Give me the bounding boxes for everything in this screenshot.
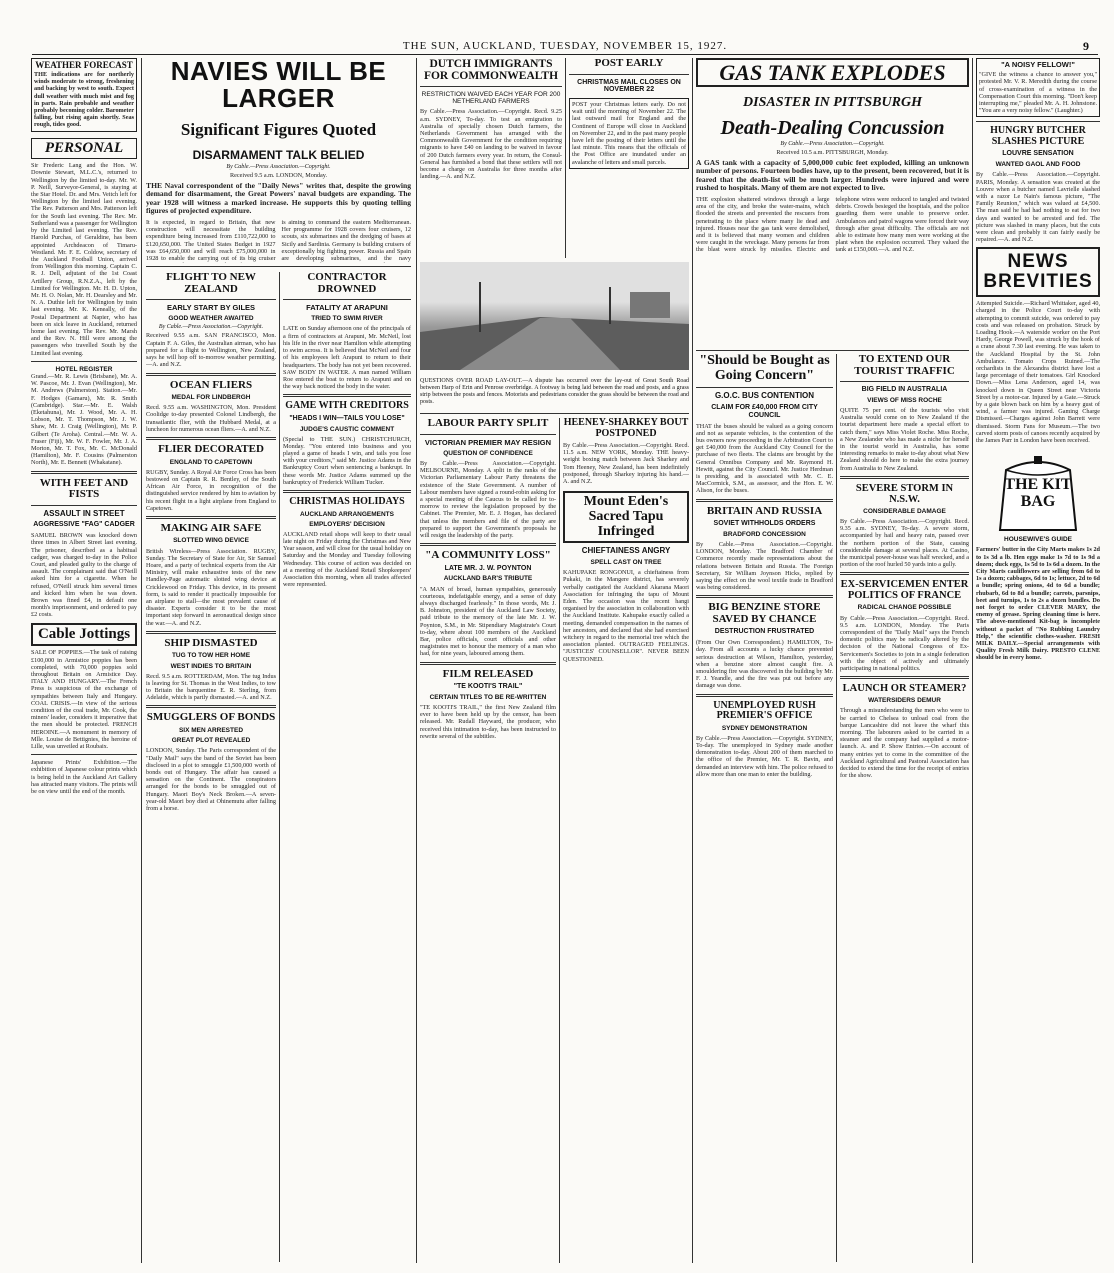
gas-title-box	[696, 58, 969, 87]
ocean-title: OCEAN FLIERS	[169, 378, 253, 391]
weather-forecast	[31, 58, 137, 132]
ship-title: SHIP DISMASTED	[164, 636, 258, 649]
page-number: 9	[1083, 39, 1090, 53]
dutch-sub: RESTRICTION WAIVED EACH YEAR FOR 200 NETHERLAND FARMERS	[421, 91, 561, 106]
eden-text: KAHUPAKE RONGONUI, a chieftainess from Pukaki, in the Mangere district, has severely verbally castigated the Auckland Akarana Maori Association for infringing the tapu of Mount Eden. The occasion was the recent hangi organised by the association in collaboration with the Auckland Institute. Kahupake exactly called a meeting, demanded compensation in the names of her ancestors, and declared that she had exercised witchery in regard to the memorial tree which the association planted. OUTRAGED FEELINGS. "JUSTICES' COUNSELLOR". NEVER BEEN QUESTIONED.	[563, 569, 689, 663]
eden-title: Mount Eden's Sacred Tapu Infringed	[583, 494, 669, 539]
flier-text: RUGBY, Sunday. A Royal Air Force Cross has been bestowed on Captain R. R. Bentley, of the South African Air Force, in recognition of the distinguished service rendered by him to aviation by his recent flight in a light airplane from England to Capetown.	[146, 468, 276, 512]
storm-title: SEVERE STORM IN N.S.W.	[855, 482, 954, 505]
creditors-sub1: "HEADS I WIN—TAILS YOU LOSE"	[289, 414, 405, 422]
film-title: FILM RELEASED	[442, 667, 534, 680]
navies-text: It is expected, in regard to Britain, that new construction will necessitate the building expenditure being increased from £110,722,000 to £120,650,000. The United States Budget in 1927 was £64,650,000 and will reach £75,000,000 in 1928 to enable the carrying out of its big cruiser is aiming to command the eastern Mediterranean. Her programme for 1928 covers four cruisers, 12 scouts, six submarines and the dredging of bases at Sicily and Sardinia. Germany is building cruisers of exceptionally big fighting power. Russia and Spain are developing submarines, and the navy	[146, 219, 411, 263]
navies-sub1: Significant Figures Quoted	[180, 119, 377, 139]
navies-title: NAVIES WILL BE LARGER	[170, 58, 387, 114]
exsoldiers-title: EX-SERVICEMEN ENTER POLITICS OF FRANCE	[840, 579, 969, 602]
fists-title: WITH FEET AND FISTS	[39, 476, 129, 501]
labour-title: LABOUR PARTY SPLIT	[427, 418, 549, 429]
ship-sub1: TUG TO TOW HER HOME	[171, 652, 251, 660]
column-2	[146, 272, 276, 1262]
navies-byline: By Cable.—Press Association.—Copyright.	[226, 164, 331, 171]
post-early-article	[569, 58, 689, 258]
gas-byline: By Cable.—Press Association.—Copyright.	[780, 141, 885, 148]
dutch-title: DUTCH IMMIGRANTS FOR COMMONWEALTH	[423, 58, 559, 83]
exsoldiers-sub: RADICAL CHANGE POSSIBLE	[857, 604, 952, 612]
post-text: POST your Christmas letters early. Do not wait until the morning of November 22. The last outward mail for England and the Continent of Europe will close in Auckland on November 22, and in the past many people have left the posting of their letters until the last minute. This means that the officials of the Post Office are inundated under an avalanche of letters and small parcels.	[572, 100, 686, 166]
fists-sub2: AGGRESSIVE "FAG" CADGER	[33, 521, 135, 529]
contractor-sub1: FATALITY AT ARAPUNI	[306, 303, 388, 313]
butcher-text: By Cable.—Press Association.—Copyright. PARIS, Monday. A sensation was created at the Louvre when a butcher named Lavrielle slashed with a razor Le Nain's famous picture, "The Family Reunion," which was valued at £4,500. The man said he had had nothing to eat for two days and wanted to be arrested and fed. The picture was slashed in many places, but the cuts were clean and probably it can fairly easily be repaired.—A. and N.Z.	[976, 171, 1100, 244]
launch-sub: WATERSIDERS DEMUR	[868, 697, 941, 705]
labour-text: By Cable.—Press Association.—Copyright. MELBOURNE, Monday. A split in the ranks of the Victorian Parliamentary Labour Party threatens the existence of the State Government. A number of Labour members have signed a round-robin asking for a special meeting of the Caucus to be called for to-morrow to review the legislation proposed by the Cabinet. The Premier, Mr. E. J. Hogan, has declared that unless the members and file of the party are prepared to support the Government's proposals he will resign the leadership of the party.	[420, 459, 556, 539]
dutch-text: By Cable.—Press Association.—Copyright. Recd. 9.25 a.m. SYDNEY, To-day. To test an emigration to Australia of specially chosen Dutch farmers, the Netherlands Government has arranged with the Commonwealth Government for the condition requiring migrants to have £40 on landing to be waived in favour of 200 Dutch farmers every year. In return, the Consul-General has furnished a bond that these settlers will not become a charge on Australia for three months after landing.—A. and N.Z.	[420, 108, 562, 181]
kitbag-text: Farmers' butter in the City Marts makes 1s 2d to 1s 3d a lb. Hen eggs make 1s 7d to 1s 9d a dozen; duck eggs, 1s 5d to 1s 6d a dozen. In the City Marts cauliflowers are selling from 6d to 1s a dozen; cabbages, 6d to 1s; lettuce, 2d to 6d a bundle; spring onions, 4d to 6d a bundle; rhubarb, 6d to 8d a bundle; carrots, parsnips, beet and turnips, 1s to 2s a dozen bundles. Do not forget to order CLEVER MARY, the enemy of grease. Spring cleaning time is here. The above-mentioned Kit-bag is incomplete without a packet of "No Rubbing Laundry Help," the scientific clothes-washer. FRESH MILK DAILY.—Special arrangements with Quality Fresh Milk Dairy. PRESTO CLENE should be in every home.	[976, 546, 1100, 662]
weather-title: WEATHER FORECAST	[35, 60, 133, 70]
benzine-text: (From Our Own Correspondent.) HAMILTON, To-day. From all accounts a lucky chance prevented serious destruction at Wilson, Hamilton, yesterday, when a benzine store almost caught fire. A smouldering fire was discovered in the building by Mr. F. J. Yeandle, and the fire was put out before any damage was done.	[696, 639, 833, 690]
christmas-title: CHRISTMAS HOLIDAYS	[289, 496, 405, 508]
smugglers-title: SMUGGLERS OF BONDS	[146, 711, 276, 724]
labour-sub1: VICTORIAN PREMIER MAY RESIGN	[424, 437, 552, 447]
creditors-text: (Special to THE SUN.) CHRISTCHURCH, Monday. "You entered into business and you played a game of heads I win, and tails you lose with your creditors," said Mr. Justice Adams in the Bankruptcy Court when sentencing a bankrupt. In these words Mr. Justice Adams summed up the bankruptcy of Frederick William Tucker.	[283, 435, 411, 486]
ship-sub2: WEST INDIES TO BRITAIN	[170, 662, 252, 670]
bought-title: "Should be Bought as Going Concern"	[699, 354, 830, 383]
column-rule	[692, 58, 693, 1263]
butcher-sub2: WANTED GAOL AND FOOD	[995, 161, 1081, 169]
rush-text: By Cable.—Press Association.—Copyright. SYDNEY, To-day. The unemployed in Sydney made another demonstration to-day. About 200 of them marched to the office of the Premier, Mr. T. R. Bavin, and demanded an interview with him. The police refused to allow more than one man to enter the building.	[696, 734, 833, 778]
hotel-text: Grand.—Mr. R. Lewis (Brisbane), Mr. A. W. Pascoe, Mr. J. Evan (Wellington), Mr. M. Andrews (Palmerston). Station.—Mr. F. Hodges (Gamaru), Mr. R. Smith (Cambridge). Star.—Mr. E. Walsh (Eketahuna), Mr. J. Wood, Mr. A. H. Lobson, Mr. T. Thompson, Mr. J. W. Shaw, Mr. J. Craig (Wellington), Mr. P. Gilbert (Te Aroha). Central.—Mr. W. A. Fraser (Fiji), Mr. W. F. Fowler, Mr. J. A. Morton, Mr. T. Fox, Mr. C. McDonald (Hamilton), Mr. F. Cousins (Palmerston North), Mr. E. Bennett (Whakatane).	[31, 372, 137, 467]
prints-text: Japanese Prints' Exhibition.—The exhibition of Japanese colour prints which is being held in the Auckland Art Gallery has attracted many visitors. The prints will be on view until the end of the month.	[31, 759, 137, 795]
launch-title: LAUNCH OR STEAMER?	[842, 683, 967, 695]
ocean-text: Recd. 9.55 a.m. WASHINGTON, Mon. President Coolidge to-day presented Colonel Lindbergh, the transatlantic flier, with the Hubbard Medal, at a luncheon for numerous ocean fliers.—A. and N.Z.	[146, 404, 276, 433]
creditors-sub2: JUDGE'S CAUSTIC COMMENT	[299, 425, 395, 433]
loss-sub2: AUCKLAND BAR'S TRIBUTE	[443, 575, 533, 583]
airsafe-text: British Wireless—Press Association. RUGBY, Sunday. The Secretary of State for Air, Sir Samuel Hoare, and a party of technical experts from the Air Ministry, will make exhaustive tests of the new Handley-Page automatic slotted wing device at Cricklewood on Friday. This device, in its present form, is said to render it practically impossible for an airplane to stall—the most prevalent cause of disaster. Experts consider it to be the most important step forward in aeronautical design since the war.—A. and N.Z.	[146, 547, 276, 627]
contractor-sub2: TRIED TO SWIM RIVER	[311, 315, 383, 323]
kitbag-sub: HOUSEWIVE'S GUIDE	[1004, 536, 1072, 544]
eden-sub1: CHIEFTAINESS ANGRY	[581, 546, 671, 556]
benzine-sub: DESTRUCTION FRUSTRATED	[714, 628, 815, 636]
cable-title: Cable Jottings	[37, 625, 131, 642]
flight-byline: By Cable.—Press Association.—Copyright.	[158, 324, 264, 331]
film-sub1: "TE KOOTI'S TRAIL"	[453, 683, 523, 691]
personal-title: PERSONAL	[44, 139, 124, 156]
gas-sub1: DISASTER IN PITTSBURGH	[743, 95, 922, 111]
airsafe-title: MAKING AIR SAFE	[160, 521, 262, 534]
loss-text: "A MAN of broad, human sympathies, generously courteous, indefatigable energy, and a sense of duty always discharged fearlessly." In those words, Mr. J. B. Johnston, president of the Auckland Law Society, paid tribute to the memory of the late Mr. J. W. Poynton, S.M., in Mr. Stipendiary Magistrate's Court to-day, where about 100 members of the Auckland Bar, police officials, court officials and other magistrates met to honour the memory of a man who had, for nine years, laboured among them.	[420, 585, 556, 658]
smugglers-sub2: GREAT PLOT REVEALED	[171, 737, 251, 745]
kitbag-logo	[996, 450, 1080, 534]
heeney-title: HEENEY-SHARKEY BOUT POSTPONED	[563, 418, 689, 439]
photo-caption: QUESTIONS OVER ROAD LAY-OUT.—A dispute has occurred over the lay-out of Great South Road between Harp of Erin and Penrose overbridge. A footway is being laid between the road and posts, and a grass strip between the posts and fences. Motorists and pedestrians consider the grass should be between the road and posts.	[420, 378, 689, 405]
storm-text: By Cable.—Press Association.—Copyright. Recd. 9.35 a.m. SYDNEY, To-day. A severe storm, accompanied by hail and heavy rain, passed over the northern portion of the State, causing considerable damage at several places. At Casino, the municipal power-house was half wrecked, and a portion of the roof hurled 50 yards into a gully.	[840, 517, 969, 569]
brevities-box	[976, 247, 1100, 297]
smugglers-text: LONDON, Sunday. The Paris correspondent of the "Daily Mail" says the band of the Soviet has been disclosed in a plot to smuggle £1,500,000 worth of bonds out of Hungary. The affair has caused a sensation on the Continent. The conspirators arranged for the bonds to be smuggled out of Hungary. Maori Boy's Neck Broken.—A seven-year-old Maori boy died at Ohinemutu after falling from a horse.	[146, 747, 276, 812]
rush-title: UNEMPLOYED RUSH PREMIER'S OFFICE	[713, 699, 816, 722]
tourist-sub2: VIEWS OF MISS ROCHE	[867, 396, 942, 404]
benzine-title: BIG BENZINE STORE SAVED BY CHANCE	[708, 601, 821, 625]
ship-text: Recd. 9.5 a.m. ROTTERDAM, Mon. The tug Indus is leaving for St. Thomas in the West Indies, to tow to Britain the barquentine E. R. Sterling, from Adelaide, which is partly dismasted.—A. and N.Z.	[146, 672, 276, 702]
britain-title: BRITAIN AND RUSSIA	[706, 504, 823, 517]
masthead	[32, 40, 1098, 55]
gas-title: GAS TANK EXPLODES	[719, 60, 946, 85]
exsoldiers-text: By Cable.—Press Association.—Copyright. Recd. 9.5 a.m. LONDON, Monday. The Paris correspondent of the "Daily Mail" says the French domestic politics may be radically altered by the decision of the National Congress of Ex-Servicemen's Societies to join in a single federation with the object of actively and ultimately participating in national politics.	[840, 614, 969, 672]
film-text: "TE KOOTI'S TRAIL," the first New Zealand film ever to have been held up by the censor, has been released. Mr. Rudall Hayward, the producer, who received this intimation to-day, has been instructed to rewrite several of the subtitles.	[420, 703, 556, 740]
kitbag-logo-text: THE KIT BAG	[1004, 476, 1072, 511]
ocean-sub: MEDAL FOR LINDBERGH	[171, 394, 251, 402]
navies-article	[146, 58, 411, 263]
column-rule	[416, 58, 417, 1263]
column-3	[283, 272, 411, 1262]
smugglers-sub1: SIX MEN ARRESTED	[178, 727, 244, 735]
contractor-title: CONTRACTOR DROWNED	[307, 272, 387, 295]
column-7	[840, 354, 969, 1262]
personal-text: Sir Frederic Lang and the Hon. W. Downie Stewart, M.L.C.'s, returned to Wellington by the limited to-day. Mr. W. P. Neill, Surveyor-General, is staying at the Star Hotel. Dr. and Mrs. Veitch left for Wellington by the limited last evening. The Rev. Patterson and Mrs. Patterson left for the South last evening. The Rev. Mr. Sutherland was a passenger for Wellington by the Limited last evening. The Rev. Harold Purchas, of Geraldine, has been appointed Archdeacon of Timaru-Westland. Mr. F. E. Coldow, secretary of the Auckland Football Union, arrived from Wellington this morning. Captain C. R. J. Dell, adjutant of the 1st Coast Artillery Group, R.N.Z.A., left by the Limited for Wellington. Mr. H. D. Upton, Mr. H. O. Nolan, Mr. H. Dearsley and Mr. N. A. Duthie left for Wellington by train last evening. Mr. K. Keneally, of the Postal Department at Napier, who has been on sick leave in Auckland, returned home last evening. The Rev. Mr. Marsh and the Rev. N. Hill were among the passengers who travelled South by the Limited last evening.	[31, 162, 137, 357]
post-sub: CHRISTMAS MAIL CLOSES ON NOVEMBER 22	[577, 78, 681, 94]
column-rule	[972, 58, 973, 1263]
noisy-text: "GIVE the witness a chance to answer you," protested Mr. V. R. Meredith during the course of cross-examination of a witness in the Compensation Court this morning. "Don't keep interrupting me," pleaded Mr. A. H. Johnstone. "You are a very noisy fellow." (Laughter.)	[979, 71, 1097, 115]
rush-sub: SYDNEY DEMONSTRATION	[721, 724, 808, 732]
post-box	[569, 98, 689, 169]
flight-sub2: GOOD WEATHER AWAITED	[168, 315, 254, 323]
navies-sub2: DISARMAMENT TALK BELIED	[192, 148, 365, 163]
eden-sub2: SPELL CAST ON TREE	[590, 559, 662, 567]
flight-sub1: EARLY START BY GILES	[166, 303, 256, 313]
flier-title: FLIER DECORATED	[158, 443, 264, 455]
road-photo	[420, 262, 689, 370]
gas-dateline: Received 10.5 a.m. PITTSBURGH, Monday.	[776, 149, 889, 157]
loss-sub: LATE MR. J. W. POYNTON	[444, 564, 532, 572]
gas-lead: A GAS tank with a capacity of 5,000,000 cubic feet exploded, killing an unknown number of persons. Fourteen bodies have, up to the present, been recovered, but it is feared that the death-list will be much larger. Hundreds were injured and were rushed to hospitals. Many of them are not expected to live.	[696, 157, 969, 193]
britain-sub1: SOVIET WITHHOLDS ORDERS	[713, 520, 816, 528]
eden-box	[563, 491, 689, 543]
noisy-title: "A NOISY FELLOW!"	[1001, 60, 1075, 69]
gas-text: THE explosion shattered windows through a large area of the city, and broke the water-mains, which flooded the streets and prevented the rescuers from penetrating to the place where many lie dead and injured. Houses near the gas tank were demolished, and it is believed that many women and children were caught in the wreckage. Many persons far from the blast were struck by missiles. Electric and telephone wires were reduced to tangled and twisted debris. Crowds besieged the hospitals, and the police guarding them were unable to preserve order. Ambulances and patrol wagons were forced their way through after great difficulty. The officials are not able to estimate how many men were working at the plant when the explosion occurred. They valued the tank at £150,000.—A. and N.Z.	[696, 196, 969, 254]
personal-section	[31, 138, 137, 160]
gas-sub2: Death-Dealing Concussion	[720, 117, 945, 140]
flier-sub: ENGLAND TO CAPETOWN	[169, 458, 253, 466]
dutch-article	[420, 58, 562, 258]
masthead-title: THE SUN, AUCKLAND, TUESDAY, NOVEMBER 15, 1927.	[402, 40, 728, 52]
brevities-text: Attempted Suicide.—Richard Whittaker, aged 40, charged in the Police Court to-day with attempting to commit suicide, was ordered to pay costs and was released on probation. Struck by Loading Hook.—A waterside worker on the Port Hardy, George Powell, was struck by the hook of a crane about 7.30 last evening. He was taken to the Auckland Hospital by the St. John Ambulance. Tomato Crops Ruined.—The orchardists in the Alexandra district have lost a large percentage of their tomatoes. Girl Knocked Down.—Miss Lena Anderson, aged 14, was knocked down in Queen Street near Victoria Street by a motor-car. Injured by a Gate.—Struck by a gate blown back on him by a heavy gust of wind, a farmer was injured. Gaming Charge Dismissed.—Charges against John Barrett were dismissed. Storm Fans for Museum.—The two carved storm posts of canoes recently acquired by the James Parr in London have been received.	[976, 300, 1100, 445]
butcher-title: HUNGRY BUTCHER SLASHES PICTURE	[990, 125, 1086, 147]
britain-sub2: BRADFORD CONCESSION	[723, 530, 806, 538]
film-sub2: CERTAIN TITLES TO BE RE-WRITTEN	[429, 693, 547, 701]
column-1	[31, 58, 137, 1263]
heeney-text: By Cable.—Press Association.—Copyright. Recd. 11.5 a.m. NEW YORK, Monday. THE heavy-weight boxing match between Jack Sharkey and Tom Heeney, New Zealand, has been indefinitely postponed, through Sharkey injuring his hand.—A. and N.Z.	[563, 442, 689, 486]
loss-title: "A COMMUNITY LOSS"	[425, 549, 551, 562]
column-6	[696, 354, 833, 1262]
tourist-sub1: BIG FIELD IN AUSTRALIA	[861, 386, 948, 394]
cable-text: SALE OF POPPIES.—The task of raising £100,000 in Armistice poppies has been completed, with 70,000 poppies sold throughout Britain on Armistice Day. ITALY AND HUNGARY.—The French Press is suspicious of the exchange of sympathies between Italy and Hungary. COAL CRISIS.—In view of the serious condition of the coal trade, Mr. Cook, the miners' leader, considers it imperative that the men should be protected. FRENCH HEROINE.—A monument in memory of Mlle. Louise de Bettignies, the heroine of Lille, was unveiled at Roubaix.	[31, 649, 137, 750]
navies-dateline: Received 9.5 a.m. LONDON, Monday.	[229, 172, 328, 180]
launch-text: Through a misunderstanding the men who were to be carried to Chelsea to unload coal from the barque Lancashire did not leave the wharf this morning. The labourers asked to be carried in a steamer and the company had supplied a motor-launch. A. and P. Show Entries.—On account of many entries yet to come in the committee of the Auckland Agricultural and Pastoral Association has decided to extend the time for the receipt of entries for the show.	[840, 707, 969, 780]
navies-lead: THE Naval correspondent of the "Daily News" writes that, despite the growing demand for disarmament, the Great Powers' naval budgets are expanding. The year 1928 will witness a marked increase. He supports this by quoting telling figures of projected expenditure.	[146, 180, 411, 216]
cable-jottings	[31, 623, 137, 647]
airsafe-sub: SLOTTED WING DEVICE	[173, 537, 249, 545]
christmas-sub2: EMPLOYERS' DECISION	[309, 520, 385, 528]
weather-text: THE indications are for northerly winds moderate to strong, freshening and backing by west to south. Expect dull weather with much mist and fog in parts. Rain probable and weather probably becoming colder. Barometer falling, but rising again shortly. Seas rough, tides good.	[34, 70, 134, 129]
creditors-title: GAME WITH CREDITORS	[285, 400, 409, 412]
christmas-text: AUCKLAND retail shops will keep to their usual late night on Friday during the Christmas and New Year season, and will close for the usual holiday on Saturday and the Monday and Tuesday following Wednesday. This course of action was decided on at a meeting of the Auckland Retail Shopkeepers' Association this morning, when all trades affected were represented.	[283, 530, 411, 589]
bought-text: THAT the buses should be valued as a going concern and not as separate vehicles, is the contention of the bus owners now proceeding in the Arbitration Court to get £40,000 from the Auckland City Council for the purchase of two fleets. The claims are brought by the General Omnibus Company and Mr. Raymond H. Hewitt, against the City Council. Mr. Justice Herdman is presiding, and is associated with Mr. C. E. MacCormick, S.M., as assessor, and the Hon. E. W. Alison, for the buses.	[696, 422, 833, 495]
tourist-title: TO EXTEND OUR TOURIST TRAFFIC	[854, 354, 955, 377]
hotel-title: HOTEL REGISTER	[55, 365, 113, 373]
tourist-text: QUITE 75 per cent. of the tourists who visit Australia would come on to New Zealand if the tourist department here made a special effort to catch them," says Miss Violet Roche. Miss Roche, a New Zealander who has made a niche for herself in the tourist world in Australia, has some interesting remarks to make to-day about what New Zealand should do here to make the extra journey from Australia to New Zealand.	[840, 406, 969, 472]
contractor-text: LATE on Sunday afternoon one of the principals of a firm of contractors at Arapuni, Mr. McNeil, lost his life in the river near Hamilton while attempting to swim across. It is believed that McNeil and four of his employees left Arapuni to return to their headquarters. The body has not yet been recovered. SAW BODY IN WATER. A man named William Roe entered the boat to return to Arapuni and on the way back noticed the body in the water.	[283, 325, 411, 391]
column-5	[563, 418, 689, 1263]
christmas-sub1: AUCKLAND ARRANGEMENTS	[299, 510, 394, 518]
column-rule	[141, 58, 142, 1263]
butcher-sub1: LOUVRE SENSATION	[1002, 150, 1074, 158]
column-8	[976, 58, 1100, 1263]
bought-sub1: G.O.C. BUS CONTENTION	[714, 391, 815, 401]
fists-text: SAMUEL BROWN was knocked down three times in Albert Street last evening. The prisoner, described as a habitual cadger, was charged to-day in the Police Court, and pleaded guilty to the charge of assault. The complainant said that O'Neill asked him for a cigarette. When he refused, O'Neill struck him several times and kicked him when he was down. Brown was fined £4, in default one month's imprisonment, and ordered to pay £2 costs.	[31, 532, 137, 619]
flight-title: FLIGHT TO NEW ZEALAND	[166, 272, 256, 295]
britain-text: By Cable.—Press Association.—Copyright. LONDON, Monday. The Bradford Chamber of Commerce recently made representations about the relations between Britain and Russia. The Foreign Secretary, Sir William Joynson Hicks, replied by saying the effect on the wool textile trade in Bradford was being considered.	[696, 540, 833, 592]
brevities-title: NEWS BREVITIES	[983, 251, 1093, 293]
post-title: POST EARLY	[594, 58, 664, 69]
fists-sub1: ASSAULT IN STREET	[43, 508, 125, 518]
flight-text: Received 9.55 a.m. SAN FRANCISCO, Mon. Captain F. A. Giles, the Australian airman, who has prepared for a flight to Wellington, New Zealand, says he will hop off to-morrow weather permitting.—A. and N.Z.	[146, 332, 276, 369]
bought-sub2: CLAIM FOR £40,000 FROM CITY COUNCIL	[711, 404, 818, 419]
labour-sub2: QUESTION OF CONFIDENCE	[443, 449, 533, 457]
storm-sub: CONSIDERABLE DAMAGE	[863, 507, 946, 515]
column-4	[420, 418, 556, 1263]
photo-caption-box	[420, 372, 689, 412]
noisy-box	[976, 58, 1100, 117]
gas-article	[696, 58, 969, 273]
